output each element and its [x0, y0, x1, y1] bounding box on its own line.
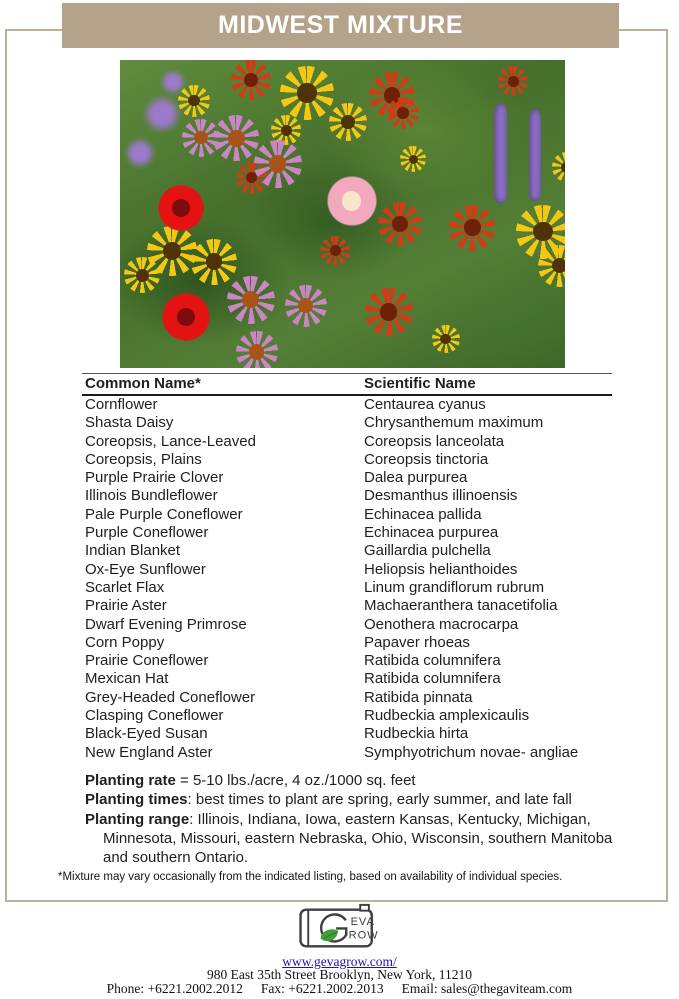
common-name-cell: Purple Coneflower — [85, 524, 209, 542]
common-name-cell: Prairie Coneflower — [85, 652, 209, 670]
logo-text-eva: EVA — [350, 916, 375, 929]
scientific-name-cell: Desmanthus illinoensis — [364, 487, 518, 505]
phone-text: Phone: +6221.2002.2012 — [106, 981, 243, 996]
table-row — [82, 469, 612, 487]
scientific-name-cell: Linum grandiflorum rubrum — [364, 578, 545, 596]
fax-text: Fax: +6221.2002.2013 — [260, 981, 384, 996]
coneflower-flower — [236, 331, 278, 368]
coneflower-flower — [285, 285, 327, 327]
page-title: MIDWEST MIXTURE — [218, 11, 463, 39]
species-table — [82, 373, 612, 762]
email-text: Email: sales@thegaviteam.com — [401, 981, 573, 996]
common-name-cell: Ox-Eye Sunflower — [85, 560, 206, 578]
species-table-body — [82, 395, 612, 762]
spike-flower — [494, 103, 507, 203]
mixture-disclaimer: *Mixture may vary occasionally from the indicated listing, based on availability of individual species. — [58, 871, 563, 883]
gaillardia-flower — [498, 66, 528, 96]
daisy-flower — [178, 85, 210, 117]
common-name-cell: Illinois Bundleflower — [85, 487, 218, 505]
common-name-cell: Scarlet Flax — [85, 578, 165, 596]
scientific-name-cell: Echinacea purpurea — [364, 524, 499, 542]
common-name-cell: Indian Blanket — [85, 542, 181, 560]
planting-range-line — [85, 810, 633, 868]
gaillardia-flower — [387, 97, 419, 129]
planting-rate-line — [85, 771, 633, 790]
scientific-name-cell: Ratibida pinnata — [364, 688, 473, 706]
poppy-flower — [325, 174, 379, 228]
table-row — [82, 542, 612, 560]
common-name-cell: Black-Eyed Susan — [85, 725, 208, 743]
scientific-name-cell: Oenothera macrocarpa — [364, 615, 519, 633]
common-name-cell: Prairie Aster — [85, 597, 167, 615]
website-link[interactable]: www.gevagrow.com/ — [282, 954, 397, 969]
common-name-cell: Mexican Hat — [85, 670, 169, 688]
gevagrow-logo — [285, 902, 395, 954]
daisy-flower — [191, 239, 237, 285]
gaillardia-flower — [231, 60, 271, 100]
table-row — [82, 451, 612, 469]
common-name-header: Common Name* — [82, 374, 361, 396]
table-row — [82, 652, 612, 670]
scientific-name-cell: Rudbeckia hirta — [364, 725, 469, 743]
daisy-flower — [552, 152, 565, 182]
scientific-name-cell: Ratibida columnifera — [364, 652, 501, 670]
spike-flower — [529, 109, 541, 201]
common-name-cell: Shasta Daisy — [85, 414, 174, 432]
table-row — [82, 597, 612, 615]
planting-range-label: Planting range — [85, 810, 190, 828]
gaillardia-flower — [320, 236, 350, 266]
logo-top-tab — [360, 905, 369, 911]
scientific-name-cell: Rudbeckia amplexicaulis — [364, 707, 530, 725]
planting-info — [85, 771, 633, 867]
table-row — [82, 506, 612, 524]
planting-times-value: : best times to plant are spring, early summer, and late fall — [187, 791, 572, 809]
species-table-wrap — [82, 373, 612, 762]
common-name-cell: New England Aster — [85, 743, 213, 761]
gaillardia-flower — [365, 288, 413, 336]
poppy-flower — [160, 291, 212, 343]
common-name-cell: Grey-Headed Coneflower — [85, 688, 256, 706]
common-name-cell: Corn Poppy — [85, 633, 165, 651]
planting-range-value: : Illinois, Indiana, Iowa, eastern Kansas, Kentucky, Michigan, Minnesota, Missouri, eastern Nebraska, Ohio, Wisconsin, southern Manitoba and southern Ontario. — [103, 810, 613, 867]
coneflower-flower — [254, 140, 302, 188]
common-name-cell: Coreopsis, Lance-Leaved — [85, 432, 256, 450]
table-row — [82, 707, 612, 725]
scientific-name-cell: Echinacea pallida — [364, 505, 482, 523]
table-row — [82, 524, 612, 542]
common-name-cell: Cornflower — [85, 396, 158, 413]
scientific-name-cell: Ratibida columnifera — [364, 670, 501, 688]
scientific-name-header: Scientific Name — [361, 374, 612, 396]
common-name-cell: Dwarf Evening Primrose — [85, 615, 247, 633]
planting-times-label: Planting times — [85, 791, 188, 809]
common-name-cell: Clasping Coneflower — [85, 707, 224, 725]
table-row — [82, 395, 612, 414]
cluster-flower — [142, 94, 182, 134]
coneflower-flower — [227, 276, 275, 324]
daisy-flower — [124, 257, 160, 293]
gaillardia-flower — [449, 205, 495, 251]
table-row — [82, 616, 612, 634]
cluster-flower — [124, 137, 156, 169]
planting-rate-value: = 5-10 lbs./acre, 4 oz./1000 sq. feet — [175, 772, 416, 789]
contact-line — [0, 981, 679, 997]
table-row — [82, 670, 612, 688]
scientific-name-cell: Coreopsis tinctoria — [364, 450, 489, 468]
planting-times-line — [85, 790, 633, 809]
coneflower-flower — [213, 115, 259, 161]
daisy-flower — [400, 146, 426, 172]
scientific-name-cell: Chrysanthemum maximum — [364, 414, 544, 432]
wildflower-photo — [120, 60, 565, 368]
common-name-cell: Pale Purple Coneflower — [85, 505, 243, 523]
table-row — [82, 561, 612, 579]
common-name-cell: Coreopsis, Plains — [85, 450, 202, 468]
daisy-flower — [538, 245, 565, 287]
scientific-name-cell: Papaver rhoeas — [364, 633, 470, 651]
gaillardia-flower — [378, 202, 422, 246]
poppy-flower — [156, 183, 206, 233]
table-row — [82, 414, 612, 432]
table-row — [82, 634, 612, 652]
logo-text-row: ROW — [348, 929, 379, 942]
table-row — [82, 689, 612, 707]
daisy-flower — [329, 103, 367, 141]
table-row — [82, 487, 612, 505]
scientific-name-cell: Coreopsis lanceolata — [364, 432, 505, 450]
scientific-name-cell: Symphyotrichum novae- angliae — [364, 743, 579, 761]
daisy-flower — [280, 66, 334, 120]
table-header-row — [82, 374, 612, 396]
planting-rate-label: Planting rate — [85, 772, 176, 789]
daisy-flower — [432, 325, 460, 353]
scientific-name-cell: Machaeranthera tanacetifolia — [364, 597, 558, 615]
table-row — [82, 433, 612, 451]
common-name-cell: Purple Prairie Clover — [85, 469, 224, 487]
scientific-name-cell: Dalea purpurea — [364, 469, 468, 487]
scientific-name-cell: Gaillardia pulchella — [364, 542, 491, 560]
table-row — [82, 579, 612, 597]
table-row — [82, 725, 612, 743]
address-line: 980 East 35th Street Brooklyn, New York, 11210 — [207, 967, 472, 982]
table-row — [82, 744, 612, 762]
scientific-name-cell: Heliopsis helianthoides — [364, 560, 518, 578]
scientific-name-cell: Centaurea cyanus — [364, 396, 486, 413]
title-banner — [62, 3, 619, 48]
